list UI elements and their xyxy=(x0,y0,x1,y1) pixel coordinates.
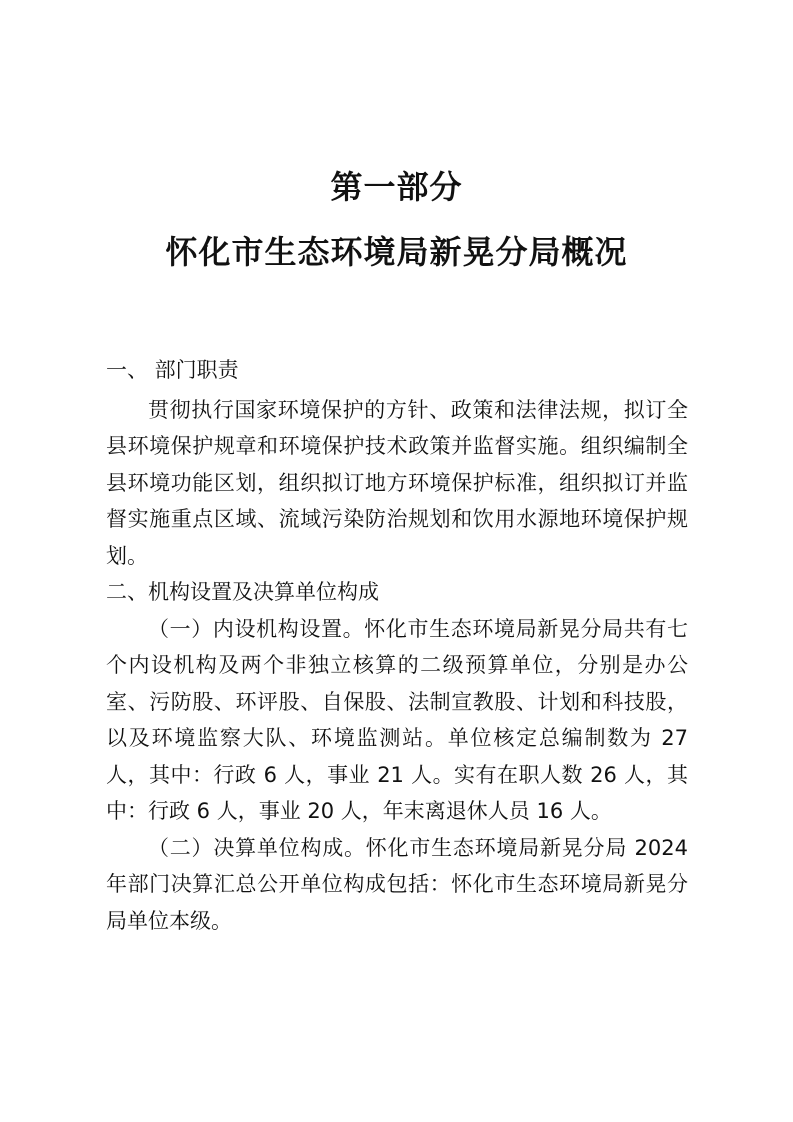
document-content xyxy=(106,352,688,939)
section-heading-2: 二、机构设置及决算单位构成 xyxy=(106,580,379,604)
section-2-paragraph-2: （二）决算单位构成。怀化市生态环境局新晃分局 2024 年部门决算汇总公开单位构成包括：怀化市生态环境局新晃分局单位本级。 xyxy=(106,835,688,933)
section-1-paragraph-1: 贯彻执行国家环境保护的方针、政策和法律法规，拟订全县环境保护规章和环境保护技术政策并监督实施。组织编制全县环境功能区划，组织拟订地方环境保护标准，组织拟订并监督实施重点区域、流域污染防治规划和饮用水源地环境保护规划。 xyxy=(106,397,688,568)
section-2-paragraph-1: （一）内设机构设置。怀化市生态环境局新晃分局共有七个内设机构及两个非独立核算的二级预算单位，分别是办公室、污防股、环评股、自保股、法制宣教股、计划和科技股，以及环境监察大队、环境监测站。单位核定总编制数为 27 人，其中：行政 6 人，事业 21 人。实有在职人数 26 人，其中：行政 6 人，事业 20 人，年末离退休人员 16 人。 xyxy=(106,616,688,823)
section-heading-1: 一、 部门职责 xyxy=(106,358,239,382)
title-line-1: 第一部分 xyxy=(330,168,463,206)
document-title xyxy=(0,165,793,274)
title-line-2: 怀化市生态环境局新晃分局概况 xyxy=(165,233,628,271)
